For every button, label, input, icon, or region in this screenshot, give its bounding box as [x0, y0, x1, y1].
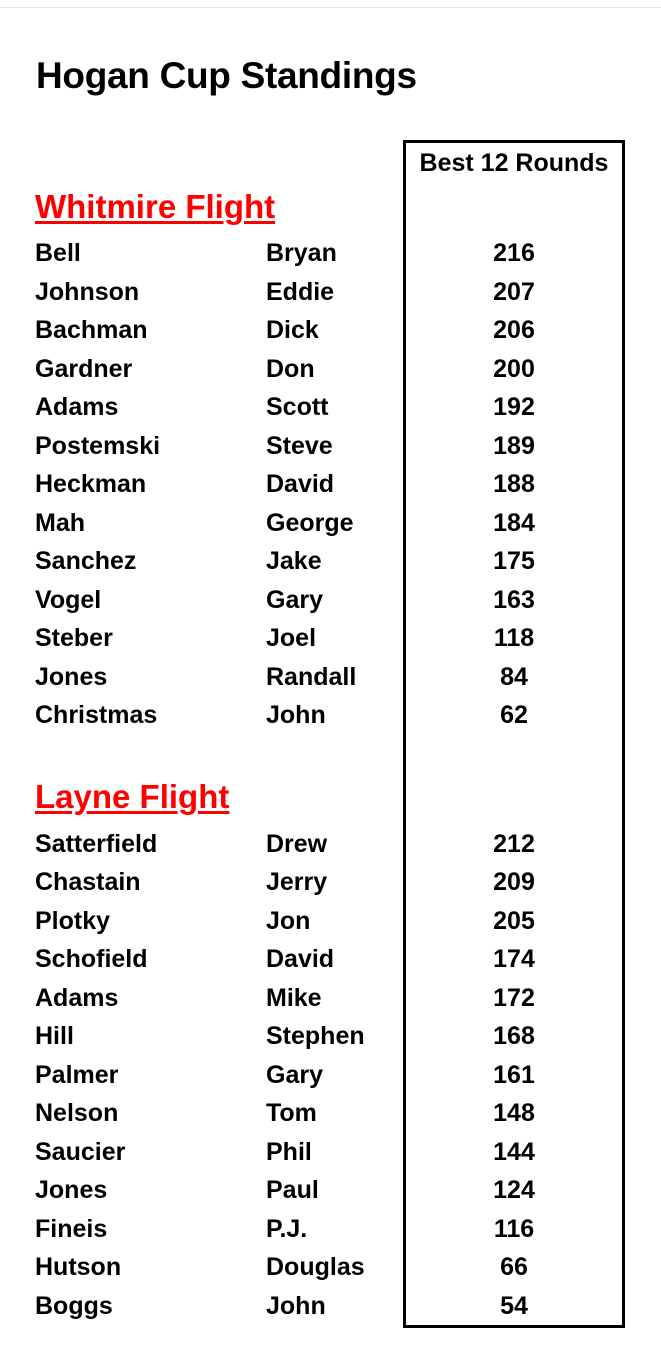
score-value: 205 [493, 906, 535, 935]
first-name: Don [266, 354, 315, 383]
first-name: Jake [266, 547, 322, 575]
table-row [0, 1210, 661, 1248]
first-name: Jon [266, 906, 311, 935]
score-column-header: Best 12 Rounds [419, 149, 609, 177]
flight-title-whitmire: Whitmire Flight [35, 188, 276, 225]
first-name: Gary [266, 585, 323, 614]
last-name: Sanchez [35, 547, 137, 575]
last-name: Palmer [35, 1060, 119, 1089]
table-row [0, 696, 661, 734]
last-name: Johnson [35, 277, 140, 306]
table-row [0, 1056, 661, 1094]
last-name: Adams [35, 393, 119, 421]
last-name: Christmas [35, 701, 158, 729]
table-row [0, 658, 661, 696]
first-name: P.J. [266, 1214, 308, 1243]
last-name: Mah [35, 508, 85, 537]
table-row [0, 542, 661, 580]
last-name: Nelson [35, 1099, 119, 1127]
page-title: Hogan Cup Standings [36, 55, 417, 96]
score-value: 206 [493, 316, 535, 344]
score-value: 118 [493, 624, 535, 652]
last-name: Adams [35, 983, 119, 1012]
first-name: David [266, 945, 335, 973]
last-name: Postemski [35, 431, 161, 460]
table-row [0, 311, 661, 349]
first-name: Mike [266, 983, 322, 1012]
last-name: Bell [35, 239, 81, 267]
score-value: 188 [493, 470, 535, 498]
first-name: Douglas [266, 1253, 365, 1281]
last-name: Hutson [35, 1253, 122, 1281]
last-name: Plotky [35, 906, 111, 935]
first-name: Randall [266, 662, 357, 691]
table-row [0, 1094, 661, 1132]
score-value: 161 [493, 1060, 535, 1089]
first-name: Joel [266, 624, 317, 652]
score-value: 62 [500, 701, 528, 729]
table-row [0, 1133, 661, 1171]
score-value: 184 [493, 508, 535, 537]
last-name: Vogel [35, 585, 102, 614]
first-name: John [266, 701, 326, 729]
first-name: Eddie [266, 277, 335, 306]
score-value: 124 [493, 1176, 535, 1204]
score-value: 207 [493, 277, 535, 306]
score-value: 144 [493, 1137, 535, 1166]
score-value: 209 [493, 868, 535, 896]
table-row [0, 1017, 661, 1055]
first-name: Dick [266, 316, 319, 344]
table-row [0, 1248, 661, 1286]
last-name: Jones [35, 662, 108, 691]
last-name: Hill [35, 1022, 74, 1050]
table-row [0, 273, 661, 311]
score-value: 163 [493, 585, 535, 614]
table-row [0, 619, 661, 657]
first-name: David [266, 470, 335, 498]
first-name: Tom [266, 1099, 317, 1127]
first-name: Bryan [266, 239, 337, 267]
score-value: 175 [493, 547, 535, 575]
score-value: 192 [493, 393, 535, 421]
score-value: 116 [493, 1214, 535, 1243]
table-row [0, 902, 661, 940]
last-name: Boggs [35, 1291, 113, 1320]
first-name: Gary [266, 1060, 323, 1089]
score-value: 148 [493, 1099, 535, 1127]
first-name: Steve [266, 431, 333, 460]
first-name: Stephen [266, 1022, 365, 1050]
top-divider [0, 7, 661, 8]
score-value: 84 [500, 662, 528, 691]
table-row [0, 465, 661, 503]
table-row [0, 825, 661, 863]
score-value: 200 [493, 354, 535, 383]
last-name: Gardner [35, 354, 133, 383]
table-row [0, 1171, 661, 1209]
first-name: Drew [266, 829, 328, 858]
table-row [0, 234, 661, 272]
first-name: John [266, 1291, 326, 1320]
score-value: 66 [500, 1253, 528, 1281]
table-row [0, 940, 661, 978]
table-row [0, 388, 661, 426]
score-value: 54 [500, 1291, 528, 1320]
first-name: Jerry [266, 868, 328, 896]
last-name: Schofield [35, 945, 148, 973]
table-row [0, 581, 661, 619]
score-value: 216 [493, 239, 535, 267]
table-row [0, 979, 661, 1017]
last-name: Heckman [35, 470, 147, 498]
score-value: 168 [493, 1022, 535, 1050]
last-name: Bachman [35, 316, 148, 344]
last-name: Steber [35, 624, 113, 652]
table-row [0, 350, 661, 388]
score-value: 212 [493, 829, 535, 858]
last-name: Fineis [35, 1214, 108, 1243]
first-name: Phil [266, 1137, 312, 1166]
first-name: Paul [266, 1176, 319, 1204]
table-row [0, 1287, 661, 1325]
flight-title-layne: Layne Flight [35, 778, 230, 815]
last-name: Jones [35, 1176, 108, 1204]
last-name: Satterfield [35, 829, 158, 858]
table-row [0, 504, 661, 542]
score-value: 172 [493, 983, 535, 1012]
first-name: Scott [266, 393, 329, 421]
score-value: 174 [493, 945, 535, 973]
last-name: Chastain [35, 868, 141, 896]
first-name: George [266, 508, 354, 537]
last-name: Saucier [35, 1137, 126, 1166]
table-row [0, 863, 661, 901]
table-row [0, 427, 661, 465]
score-value: 189 [493, 431, 535, 460]
